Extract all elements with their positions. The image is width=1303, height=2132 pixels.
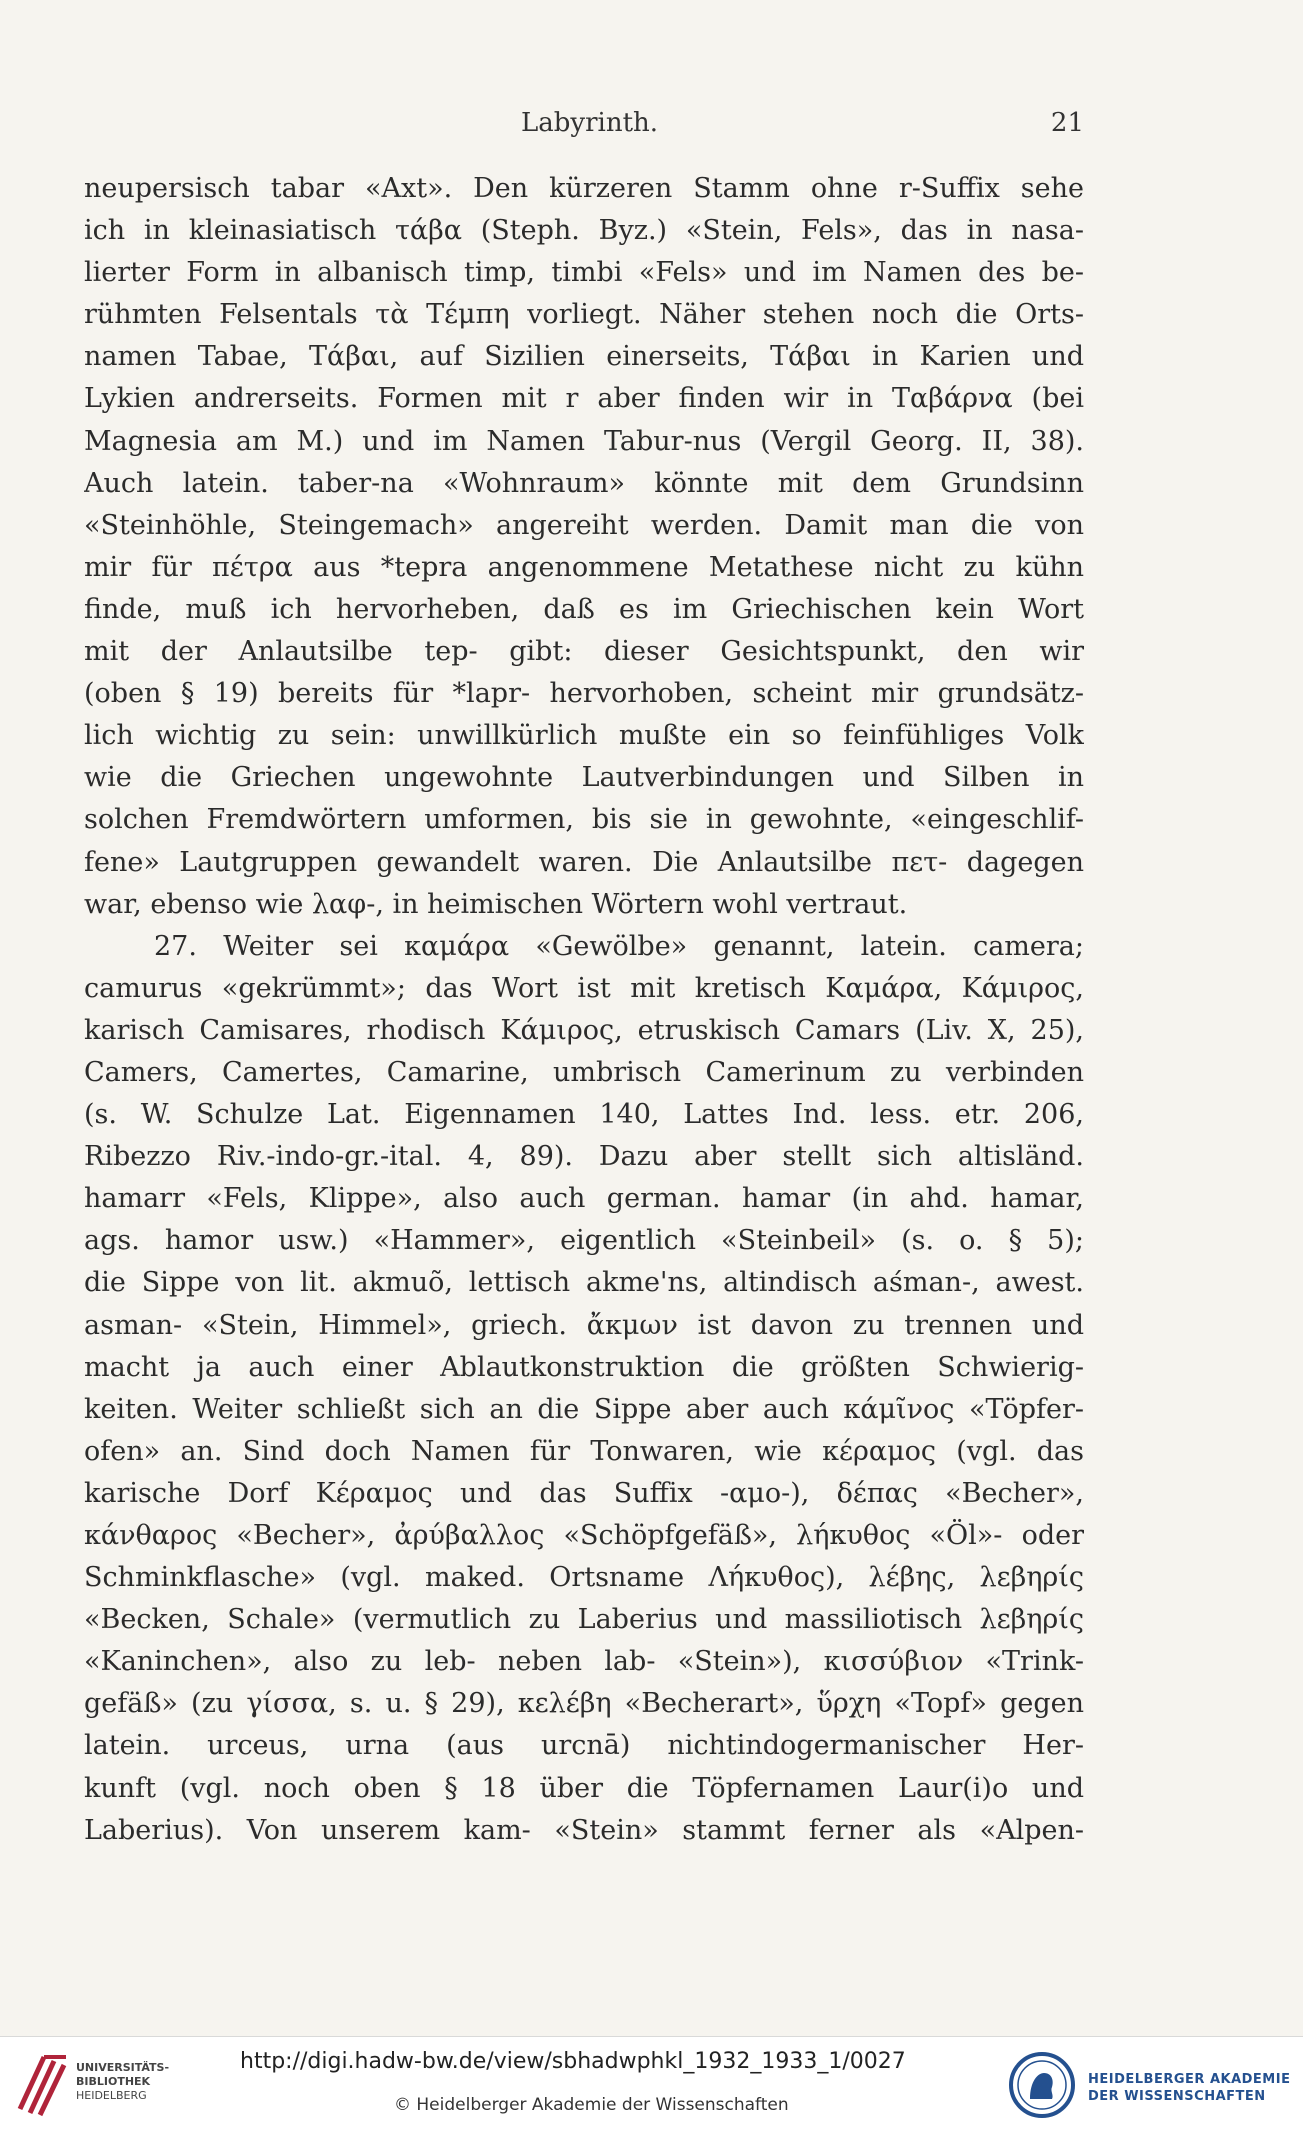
academy-seal-icon [1008, 2051, 1076, 2119]
text-line: ich in kleinasiatisch τάβα (Steph. Byz.) «Stein, Fels», das in nasa- [84, 215, 1084, 247]
text-line: Auch latein. taber-na «Wohnraum» könnte mit dem Grundsinn [84, 467, 1084, 499]
library-name-line: BIBLIOTHEK [76, 2075, 151, 2088]
running-title: Labyrinth. [521, 108, 659, 138]
university-library-name [76, 2061, 169, 2103]
text-line: lierter Form in albanisch timp, timbi «Fels» und im Namen des be- [84, 257, 1084, 289]
copyright-notice: © Heidelberger Akademie der Wissenschaften [394, 2095, 789, 2115]
section-start-line: 27. Weiter sei καμάρα «Gewölbe» genannt, latein. camera; [154, 930, 1084, 962]
library-name-line: HEIDELBERG [76, 2089, 147, 2102]
text-line: finde, muß ich hervorheben, daß es im Griechischen kein Wort [84, 593, 1084, 625]
text-line: kunft (vgl. noch oben § 18 über die Töpfernamen Laur(i)o und [84, 1772, 1084, 1804]
text-line: Camers, Camertes, Camarine, umbrisch Camerinum zu verbinden [84, 1056, 1084, 1088]
text-line: Laberius). Von unserem kam- «Stein» stammt ferner als «Alpen- [84, 1814, 1084, 1846]
text-line: (s. W. Schulze Lat. Eigennamen 140, Lattes Ind. less. etr. 206, [84, 1099, 1084, 1131]
text-line: latein. urceus, urna (aus urcnā) nichtindogermanischer Her- [84, 1730, 1084, 1762]
text-line: keiten. Weiter schließt sich an die Sippe aber auch κάμῖνος «Töpfer- [84, 1393, 1084, 1425]
text-line: lich wichtig zu sein: unwillkürlich mußte ein so feinfühliges Volk [84, 720, 1084, 752]
academy-name [1088, 2071, 1290, 2105]
page-number: 21 [1050, 108, 1084, 138]
text-line: κάνθαρος «Becher», ἀρύβαλλος «Schöpfgefäß», λήκυθος «Öl»- oder [84, 1520, 1084, 1551]
body-text [84, 168, 1084, 1852]
text-line: ags. hamor usw.) «Hammer», eigentlich «Steinbeil» (s. o. § 5); [84, 1225, 1084, 1257]
text-line: Lykien andrerseits. Formen mit r aber finden wir in Ταβάρνα (bei [84, 383, 1084, 415]
text-line: namen Tabae, Τάβαι, auf Sizilien einerseits, Τάβαι in Karien und [84, 341, 1084, 373]
text-line: gefäß» (zu γίσσα, s. u. § 29), κελέβη «Becherart», ὕρχη «Topf» gegen [84, 1688, 1084, 1720]
text-line: fene» Lautgruppen gewandelt waren. Die Anlautsilbe πετ- dagegen [84, 846, 1084, 878]
text-line: «Steinhöhle, Steingemach» angereiht werden. Damit man die von [84, 509, 1084, 541]
university-library-logo-icon [14, 2051, 72, 2117]
text-line: ofen» an. Sind doch Namen für Tonwaren, wie κέραμος (vgl. das [84, 1435, 1084, 1467]
text-line: mir für πέτρα aus *tepra angenommene Metathese nicht zu kühn [84, 551, 1084, 583]
text-line: asman- «Stein, Himmel», griech. ἄκμων ist davon zu trennen und [84, 1309, 1084, 1341]
text-line: Magnesia am M.) und im Namen Tabur-nus (Vergil Georg. II, 38). [84, 425, 1084, 457]
text-line: karische Dorf Κέραμος und das Suffix -αμο-), δέπας «Becher», [84, 1477, 1084, 1509]
text-line: wie die Griechen ungewohnte Lautverbindungen und Silben in [84, 762, 1084, 794]
text-line: «Kaninchen», also zu leb- neben lab- «Stein»), κισσύβιον «Trink- [84, 1646, 1084, 1678]
viewer-footer [0, 2036, 1303, 2132]
permalink-url[interactable]: http://digi.hadw-bw.de/view/sbhadwphkl_1932_1933_1/0027 [240, 2049, 906, 2074]
text-line: macht ja auch einer Ablautkonstruktion die größten Schwierig- [84, 1351, 1084, 1383]
text-line: karisch Camisares, rhodisch Κάμιρος, etruskisch Camars (Liv. X, 25), [84, 1014, 1084, 1046]
academy-name-line: DER WISSENSCHAFTEN [1088, 2089, 1266, 2104]
text-line: «Becken, Schale» (vermutlich zu Laberius und massiliotisch λεβηρίς [84, 1604, 1084, 1636]
text-line: (oben § 19) bereits für *lapr- hervorhoben, scheint mir grundsätz- [84, 678, 1084, 710]
text-line: mit der Anlautsilbe tep- gibt: dieser Gesichtspunkt, den wir [84, 636, 1084, 668]
text-line: hamarr «Fels, Klippe», also auch german. hamar (in ahd. hamar, [84, 1183, 1084, 1215]
text-line: neupersisch tabar «Axt». Den kürzeren Stamm ohne r-Suffix sehe [84, 173, 1084, 204]
library-name-line: UNIVERSITÄTS- [76, 2061, 170, 2074]
text-line: rühmten Felsentals τὰ Τέμπη vorliegt. Näher stehen noch die Orts- [84, 299, 1084, 331]
text-line: war, ebenso wie λαφ-, in heimischen Wörtern wohl vertraut. [84, 888, 908, 920]
text-line: camurus «gekrümmt»; das Wort ist mit kretisch Καμάρα, Κάμιρος, [84, 972, 1084, 1004]
text-line: die Sippe von lit. akmuõ, lettisch akme'ns, altindisch aśman-, awest. [84, 1267, 1084, 1299]
text-line: Ribezzo Riv.-indo-gr.-ital. 4, 89). Dazu aber stellt sich altisländ. [84, 1141, 1084, 1173]
text-line: solchen Fremdwörtern umformen, bis sie in gewohnte, «eingeschlif- [84, 804, 1084, 836]
text-line: Schminkflasche» (vgl. maked. Ortsname Λήκυθος), λέβης, λεβηρίς [84, 1562, 1084, 1594]
academy-name-line: HEIDELBERGER AKADEMIE [1088, 2072, 1291, 2087]
